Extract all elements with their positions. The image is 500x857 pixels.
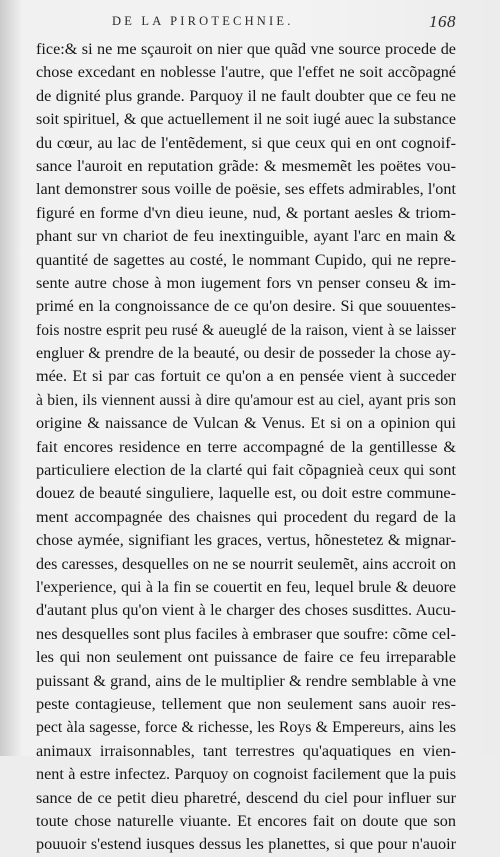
text-line: puissant & grand, ains de le multiplier & rendre semblable à vne [36,671,456,690]
text-line: primé en la congnoissance de ce qu'on desire. Si que souuentes- [36,297,456,316]
text-line: d'autant plus qu'on vient à le charger des choses susdittes. Aucu- [36,601,456,620]
text-line: mée. Et si par cas fortuit ce qu'on a en pensée vient à succeder [36,367,456,386]
text-line: fait encores residence en terre accompagné de la gentillesse & [36,437,456,456]
text-line: particuliere election de la clarté qui fait cõpagnieà ceux qui sont [36,461,456,480]
text-line: peste contagieuse, tellement que non seulement sans auoir res- [36,694,456,713]
text-line: chose excedant en noblesse l'autre, que l'effet ne soit accõpagné [36,63,456,82]
body-text [36,38,456,857]
text-line: quantité de sagettes au costé, le nommant Cupido, qui ne repre- [36,250,456,269]
text-line: phant sur vn chariot de feu inextinguible, ayant l'arc en main & [36,227,456,246]
text-line: origine & naissance de Vulcan & Venus. Et si on a opinion qui [36,414,456,433]
text-line: douez de beauté singuliere, laquelle est, ou doit estre commune- [36,484,456,503]
text-line: toute chose naturelle viuante. Et encores fait on doute que son [36,811,456,830]
text-line: nent à estre infectez. Parquoy on cognoist facilement que la puis [36,765,456,784]
text-line: fois nostre esprit peu rusé & aueuglé de la raison, vient à se laisser [36,321,456,339]
text-line: du cœur, au lac de l'entẽdement, si que ceux qui en ont cognoif- [36,133,456,152]
text-line: à bien, ils viennent aussi à dire qu'amour est au ciel, ayant pris son [36,391,456,409]
text-line: nes desquelles sont plus faciles à embraser que soufre: cõme cel- [36,624,456,643]
text-line: lant demonstrer sous voille de poësie, ses effets admirables, l'ont [36,180,456,199]
text-line: engluer & prendre de la beauté, ou desir de posseder la chose ay- [36,345,456,363]
text-line: ment accompagnée des chaisnes qui procedent du regard de la [36,507,456,526]
text-line: de dignité plus grande. Parquoy il ne fault doubter que ce feu ne [36,86,456,105]
text-line: les qui non seulement ont puissance de faire ce feu irreparable [36,648,456,667]
text-line: sente autre chose à mon iugement fors vn penser conseu & im- [36,273,456,292]
running-title: DE LA PIROTECHNIE. [112,14,294,28]
binding-shadow [0,0,22,756]
text-line: animaux irraisonnables, tant terrestres qu'aquatiques en vien- [36,741,456,760]
text-line: des caresses, desquelles on ne se nourrit seulemẽt, ains accroit on [36,555,456,573]
text-line: chose aymée, signifiant les graces, vertus, hõnestetez & mignar- [36,531,456,550]
page-number: 168 [429,12,456,31]
text-line: sance de ce petit dieu pharetré, descend du ciel pour influer sur [36,788,456,807]
text-line: pouuoir s'estend iusques dessus les planettes, si que pour n'auoir [36,835,456,854]
text-line: pect àla sagesse, force & richesse, les Roys & Empereurs, ains les [36,719,456,737]
text-line: fice:& si ne me sçauroit on nier que quãd vne source procede de [36,40,456,58]
text-line: sance l'auroit en reputation grãde: & mesmemẽt les poëtes vou- [36,156,456,175]
text-line: soit spirituel, & que actuellement il ne soit iugé auec la substance [36,111,456,129]
text-line: figuré en forme d'vn dieu ieune, nud, & portant aesles & triom- [36,203,456,222]
text-line: l'experience, qui à la fin se couertit en feu, lequel brule & deuore [36,578,456,596]
